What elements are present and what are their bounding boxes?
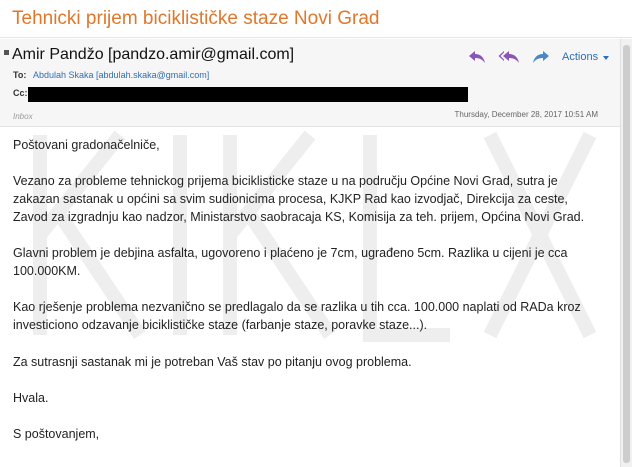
body-paragraph: Hvala.	[13, 391, 49, 405]
chevron-down-icon	[603, 56, 609, 60]
body-paragraph: S poštovanjem,	[13, 427, 100, 441]
forward-icon[interactable]	[530, 49, 552, 65]
folder-label: Inbox	[13, 112, 33, 121]
message-date: Thursday, December 28, 2017 10:51 AM	[454, 110, 598, 119]
email-subject: Tehnicki prijem biciklističke staze Novi Grad	[12, 8, 380, 29]
body-paragraph: Glavni problem je debjina asfalta, ugovoreno i plaćeno je 7cm, ugrađeno 5cm. Razlika u cijeni je cca 100.000KM.	[13, 246, 568, 278]
subject-bar	[0, 0, 632, 38]
body-paragraph: Za sutrasnji sastanak mi je potreban Vaš stav po pitanju ovog problema.	[13, 355, 412, 369]
to-recipient[interactable]: Abdulah Skaka [abdulah.skaka@gmail.com]	[33, 70, 210, 80]
message-header	[0, 39, 632, 127]
sender-name[interactable]: Amir Pandžo [pandzo.amir@gmail.com]	[12, 46, 295, 63]
body-paragraph: Kao rješenje problema nezvanično se predlagalo da se razlika u tih cca. 100.000 naplati od RADa kroz investiciono odzavanje biciklističke staze (farbanje staze, poravke staze...).	[13, 300, 581, 332]
message-body	[13, 127, 603, 467]
sender-bullet	[4, 50, 9, 55]
actions-label: Actions	[562, 51, 599, 63]
vertical-scrollbar[interactable]	[620, 39, 632, 467]
to-row	[13, 70, 209, 80]
body-paragraph: Vezano za probleme tehnickog prijema biciklisticke staze u na području Općine Novi Grad, sutra je zakazan sastanak u općini sa svim sudionicima procesa, KJKP Rad kao izvodjač, Direkcija za ceste, Zavod za izgradnju kao nadzor, Ministarstvo saobracaja KS, Komisija za teh. prijem, Općina Novi Grad.	[13, 174, 585, 224]
redacted-cc	[28, 87, 468, 102]
cc-label: Cc:	[13, 88, 28, 98]
body-paragraph: Poštovani gradonačelniče,	[13, 138, 160, 152]
to-label: To:	[13, 70, 27, 80]
message-action-icons	[466, 49, 552, 65]
scrollbar-thumb[interactable]	[623, 45, 630, 463]
reply-all-icon[interactable]	[498, 49, 520, 65]
actions-menu[interactable]	[562, 51, 609, 63]
reply-icon[interactable]	[466, 49, 488, 65]
